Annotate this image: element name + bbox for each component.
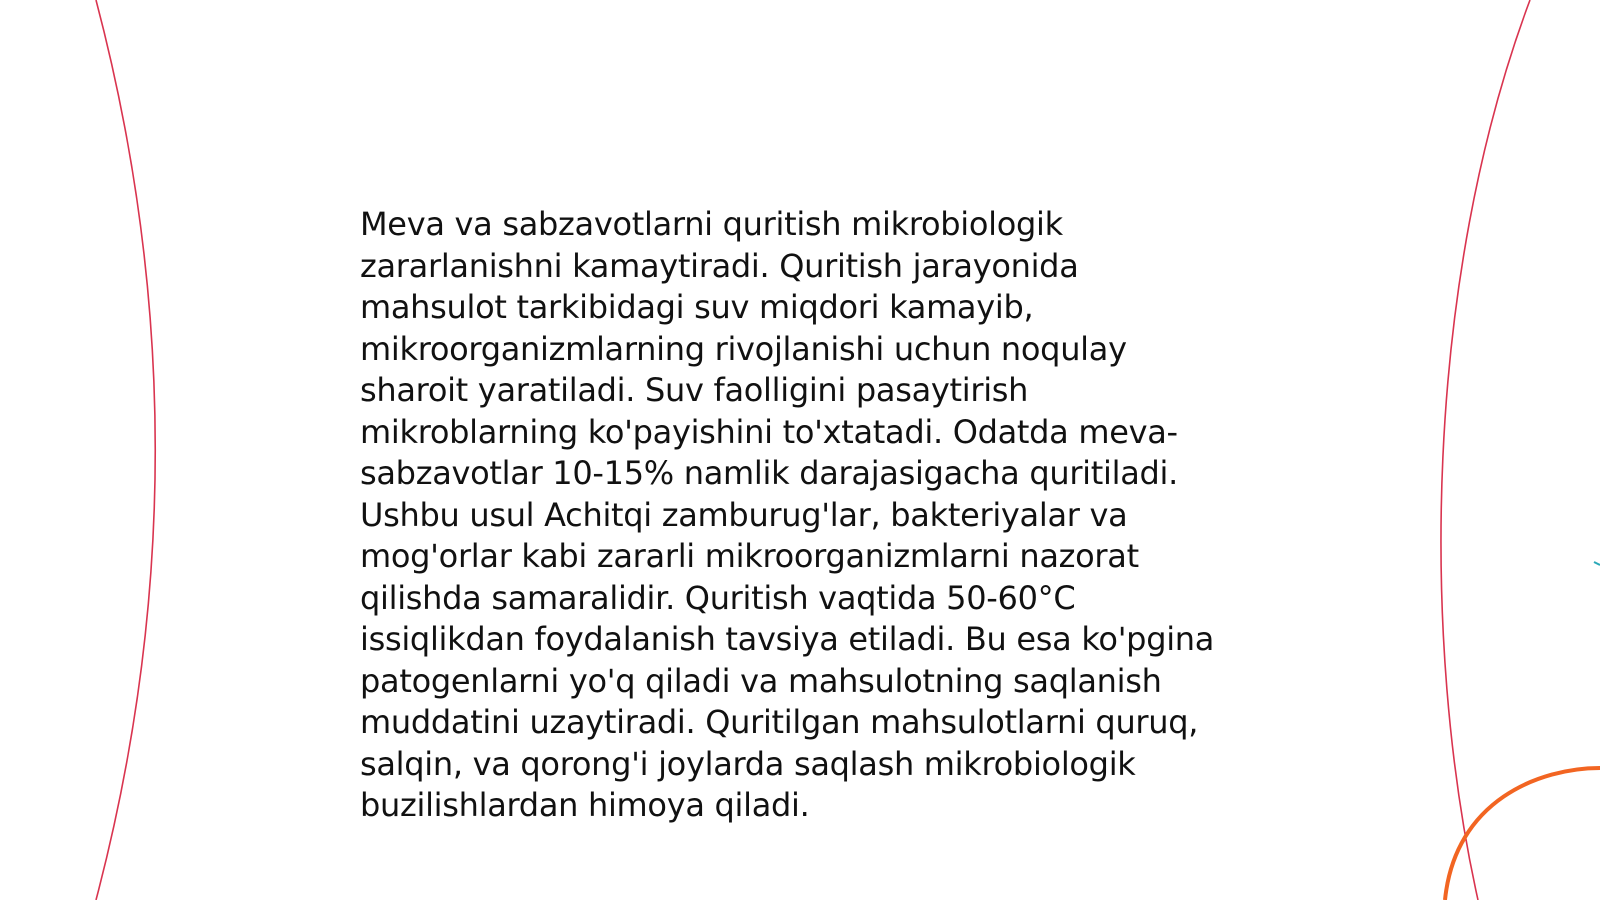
slide-body-text: Meva va sabzavotlarni quritish mikrobiologik zararlanishni kamaytiradi. Quritish jarayonida mahsulot tarkibidagi suv miqdori kamayib, mikroorganizmlarning rivojlanishi uchun noqulay sharoit yaratiladi. Suv faolligini pasaytirish mikroblarning ko'payishini to'xtatadi. Odatda meva- sabzavotlar 10-15% namlik darajasigacha quritiladi. Ushbu usul Achitqi zamburug'lar, bakteriyalar va mog'orlar kabi zararli mikroorganizmlarni nazorat qilishda samaralidir. Quritish vaqtida 50-60°C issiqlikdan foydalanish tavsiya etiladi. Bu esa ko'pgina patogenlarni yo'q qiladi va mahsulotning saqlanish muddatini uzaytiradi. Quritilgan mahsulotlarni quruq, salqin, va qorong'i joylarda saqlash mikrobiologik buzilishlardan himoya qiladi.: [360, 205, 1215, 824]
right-red-arc: [1441, 0, 1530, 900]
teal-mark: [1594, 562, 1600, 565]
left-red-arc: [96, 0, 155, 900]
orange-circle-arc: [1445, 768, 1600, 900]
